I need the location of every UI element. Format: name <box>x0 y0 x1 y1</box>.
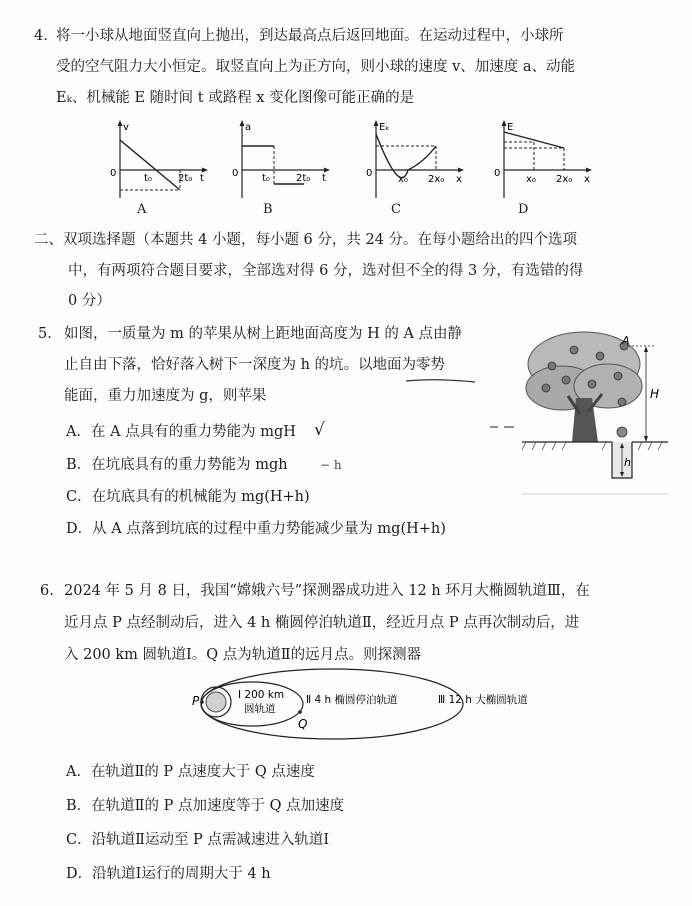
q5-option-a[interactable]: A．在 A 点具有的重力势能为 mgH <box>66 424 296 440</box>
orbit-1-label-bottom: 圆轨道 <box>244 703 276 715</box>
q4-graph-a-xaxis: t <box>200 173 204 184</box>
q6-number: 6. <box>40 583 54 599</box>
q4-text-line1: 将一小球从地面竖直向上抛出，到达最高点后返回地面。在运动过程中，小球所 <box>56 28 564 44</box>
handwritten-scribble: − h <box>320 458 342 472</box>
section2-line1: 二、双项选择题（本题共 4 小题，每小题 6 分，共 24 分。在每小题给出的四个选项 <box>34 232 578 248</box>
q4-graph-a-origin: 0 <box>110 168 117 179</box>
q4-graph-d <box>492 118 592 200</box>
q6-option-c[interactable]: C．沿轨道Ⅱ运动至 P 点需减速进入轨道Ⅰ <box>66 832 330 848</box>
q4-graph-a-tick1: t₀ <box>144 173 152 184</box>
fig-height-label: H <box>650 387 660 401</box>
q4-graph-c-yaxis: Eₖ <box>379 122 390 133</box>
q4-graph-c-origin: 0 <box>366 168 373 179</box>
q4-graph-b-origin: 0 <box>232 168 239 179</box>
q6-text-line1: 2024 年 5 月 8 日，我国“嫦娥六号”探测器成功进入 12 h 环月大椭圆轨道Ⅲ，在 <box>64 583 590 599</box>
q4-graph-d-xaxis: x <box>584 174 590 185</box>
q6-option-b[interactable]: B．在轨道Ⅱ的 P 点加速度等于 Q 点加速度 <box>66 798 345 814</box>
orbit-3-label: Ⅲ 12 h 大椭圆轨道 <box>438 694 528 706</box>
q4-graph-b-yaxis: a <box>245 122 252 133</box>
pen-underline <box>405 378 477 384</box>
q4-graph-d-yaxis: E <box>507 122 514 133</box>
point-p-label: P <box>192 694 200 708</box>
section2-line2: 中，有两项符合题目要求，全部选对得 6 分，选对但不全的得 3 分，有选错的得 <box>68 263 584 279</box>
q4-graph-c-tick2: 2x₀ <box>428 174 445 185</box>
point-q-label: Q <box>298 717 308 731</box>
fig-depth-label: h <box>624 456 631 469</box>
q4-graph-d-origin: 0 <box>494 168 501 179</box>
q4-graph-c-tick1: x₀ <box>398 174 408 185</box>
q4-graph-d-label: D <box>518 202 529 217</box>
orbit-1-label-top: Ⅰ 200 km <box>238 689 285 701</box>
handwritten-check-mark: √ <box>314 420 325 440</box>
lunar-orbit-figure <box>184 666 574 746</box>
q5-option-d[interactable]: D．从 A 点落到坑底的过程中重力势能减少量为 mg(H+h) <box>66 521 446 537</box>
q4-number: 4. <box>34 28 48 44</box>
q4-graph-a <box>108 118 208 200</box>
q6-option-d[interactable]: D．沿轨道Ⅰ运行的周期大于 4 h <box>66 866 271 882</box>
section2-line3: 0 分） <box>68 293 111 309</box>
q4-graph-a-tick2: 2t₀ <box>178 173 193 184</box>
q4-graph-b <box>230 118 330 200</box>
q4-graph-c <box>364 118 464 200</box>
q4-graph-c-xaxis: x <box>456 174 462 185</box>
q5-option-b[interactable]: B．在坑底具有的重力势能为 mgh <box>66 457 288 473</box>
q4-graph-a-label: A <box>137 202 147 217</box>
fig-point-a-label: A <box>622 334 630 347</box>
q4-graph-c-label: C <box>391 202 401 217</box>
q5-number: 5. <box>38 326 52 342</box>
q5-text-line3: 能面，重力加速度为 g，则苹果 <box>64 388 267 404</box>
q4-graph-b-tick2: 2t₀ <box>296 173 311 184</box>
dash-mark <box>488 424 518 430</box>
q6-text-line3: 入 200 km 圆轨道Ⅰ。Q 点为轨道Ⅱ的远月点。则探测器 <box>64 647 422 663</box>
q6-text-line2: 近月点 P 点经制动后，进入 4 h 椭圆停泊轨道Ⅱ，经近月点 P 点再次制动后，进 <box>64 615 580 631</box>
q4-text-line2: 受的空气阻力大小恒定。取竖直向上为正方向，则小球的速度 v、加速度 a、动能 <box>56 59 576 75</box>
q4-graph-b-tick1: t₀ <box>262 173 270 184</box>
q4-graph-a-yaxis: v <box>123 122 129 133</box>
q4-graph-b-label: B <box>263 202 273 217</box>
orbit-2-label: Ⅱ 4 h 椭圆停泊轨道 <box>306 694 398 706</box>
q5-text-line1: 如图，一质量为 m 的苹果从树上距地面高度为 H 的 A 点由静 <box>64 326 463 342</box>
q4-graph-d-tick1: x₀ <box>526 174 536 185</box>
q6-option-a[interactable]: A．在轨道Ⅱ的 P 点速度大于 Q 点速度 <box>66 764 315 780</box>
apple-tree-figure <box>522 326 672 496</box>
q5-text-line2: 止自由下落，恰好落入树下一深度为 h 的坑。以地面为零势 <box>64 357 446 373</box>
q4-graph-b-xaxis: t <box>322 173 326 184</box>
q4-text-line3: Eₖ、机械能 E 随时间 t 或路程 x 变化图像可能正确的是 <box>56 90 415 106</box>
q5-option-c[interactable]: C．在坑底具有的机械能为 mg(H+h) <box>66 489 310 505</box>
q4-graph-d-tick2: 2x₀ <box>556 174 573 185</box>
moon-icon <box>206 692 226 712</box>
